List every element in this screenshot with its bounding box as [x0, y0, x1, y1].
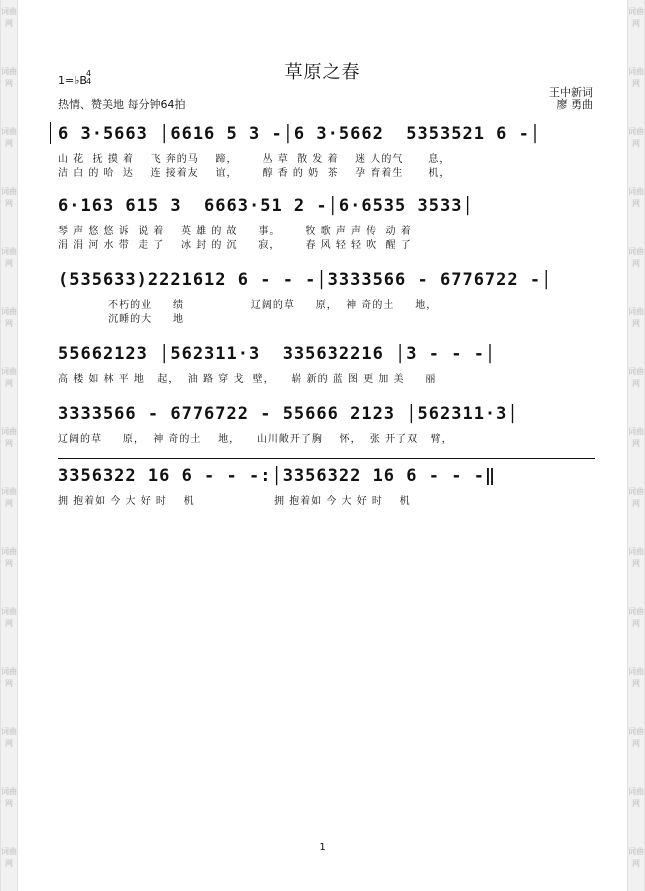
watermark-text: 词曲网 [628, 247, 644, 268]
lyrics-line-5: 辽阔的草 原， 神 奇的土 地， 山川敞开了胸 怀， 张 开了双 臂， [58, 434, 453, 445]
watermark-text: 词曲网 [628, 7, 644, 28]
watermark-text: 词曲网 [628, 307, 644, 328]
song-title: 草原之春 [284, 62, 361, 83]
lyrics-line-6: 拥 抱着如 今 大 好 时 机 拥 抱着如 今 大 好 时 机 [58, 496, 411, 507]
watermark-text: 词曲网 [628, 127, 644, 148]
tempo-marking: 热情、赞美地 每分钟64拍 [58, 98, 186, 111]
watermark-text: 词曲网 [628, 847, 644, 868]
watermark-text: 词曲网 [1, 487, 17, 508]
watermark-text: 词曲网 [628, 727, 644, 748]
lyrics-line-2-verse-1: 琴 声 悠 悠 诉 说 着 英 雄 的 故 事。 牧 歌 声 声 传 动 着 [58, 226, 412, 237]
page-number: 1 [319, 842, 326, 853]
watermark-strip-right [627, 0, 645, 891]
watermark-strip-left [0, 0, 18, 891]
lyrics-line-4: 高 楼 如 林 平 地 起， 油 路 穿 戈 壁， 崭 新的 蓝 图 更 加 美 丽 [58, 374, 437, 385]
lyrics-line-2-verse-2: 涓 涓 河 水 带 走 了 冰 封 的 沉 寂， 春 风 轻 轻 吹 醒 了 [58, 240, 412, 251]
watermark-text: 词曲网 [628, 367, 644, 388]
notation-line-4: 55662123 │562311·3 335632216 │3 - - -│ [58, 344, 497, 364]
lyrics-line-1-verse-2: 洁 白 的 哈 达 连 接着友 谊， 醇 香 的 奶 茶 孕 育着生 机， [58, 168, 451, 179]
notation-line-3: (535633)2221612 6 - - -│3333566 - 6776722 -│ [58, 270, 553, 290]
watermark-text: 词曲网 [628, 67, 644, 88]
watermark-text: 词曲网 [1, 67, 17, 88]
watermark-text: 词曲网 [1, 727, 17, 748]
meter-top: 4 [86, 69, 92, 78]
left-barline [50, 122, 51, 144]
watermark-text: 词曲网 [628, 547, 644, 568]
notation-line-2: 6·163 615 3 6663·51 2 -│6·6535 3533│ [58, 196, 474, 216]
watermark-text: 词曲网 [1, 427, 17, 448]
lyrics-line-1-verse-1: 山 花 抚 摸 着 飞 奔的马 蹄， 丛 草 散 发 着 迷 人的气 息， [58, 154, 451, 165]
watermark-text: 词曲网 [1, 187, 17, 208]
lyricist-credit: 王中新词 [549, 86, 593, 99]
watermark-text: 词曲网 [1, 367, 17, 388]
watermark-text: 词曲网 [628, 487, 644, 508]
watermark-text: 词曲网 [628, 607, 644, 628]
lyrics-line-3-verse-1: 不朽的业 绩 辽阔的草 原， 神 奇的土 地， [58, 300, 438, 311]
watermark-text: 词曲网 [628, 427, 644, 448]
watermark-text: 词曲网 [1, 847, 17, 868]
watermark-text: 词曲网 [1, 547, 17, 568]
notation-line-1: 6 3·5663 │6616 5 3 -│6 3·5662 5353521 6 -│ [58, 124, 542, 144]
watermark-text: 词曲网 [1, 7, 17, 28]
time-signature [86, 70, 91, 86]
repeat-bracket-line [58, 458, 595, 459]
notation-line-6: 3356322 16 6 - - -:│3356322 16 6 - - -‖ [58, 466, 497, 486]
watermark-text: 词曲网 [1, 247, 17, 268]
key-signature: 1=♭B [58, 74, 87, 87]
notation-line-5: 3333566 - 6776722 - 55666 2123 │562311·3│ [58, 404, 519, 424]
watermark-text: 词曲网 [628, 667, 644, 688]
watermark-text: 词曲网 [628, 787, 644, 808]
watermark-text: 词曲网 [1, 307, 17, 328]
lyrics-line-3-verse-2: 沉睡的大 地 [58, 314, 185, 325]
watermark-text: 词曲网 [1, 607, 17, 628]
watermark-text: 词曲网 [1, 127, 17, 148]
watermark-text: 词曲网 [628, 187, 644, 208]
meter-bottom: 4 [86, 77, 92, 86]
composer-credit: 廖 勇曲 [556, 98, 593, 111]
watermark-text: 词曲网 [1, 787, 17, 808]
watermark-text: 词曲网 [1, 667, 17, 688]
